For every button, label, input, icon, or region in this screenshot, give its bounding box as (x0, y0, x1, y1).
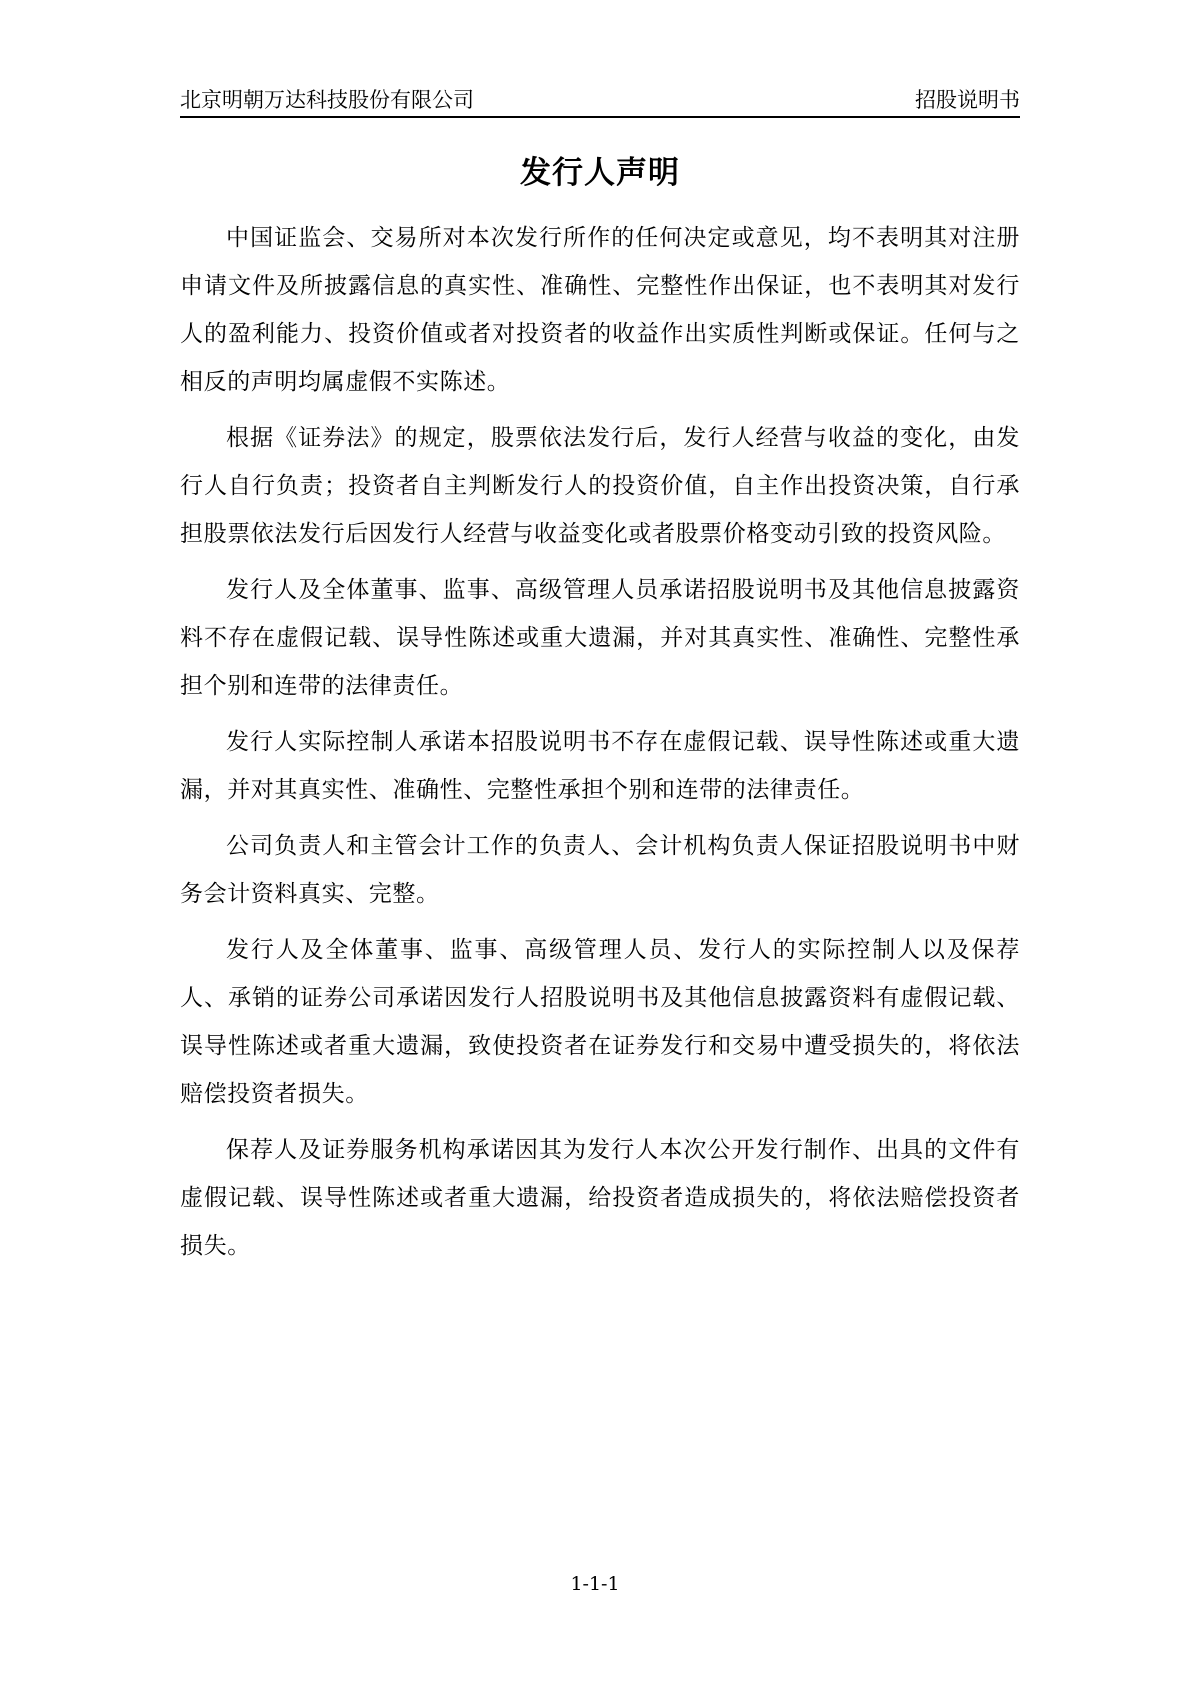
page-title: 发行人声明 (520, 155, 680, 191)
header-document-type: 招股说明书 (915, 88, 1020, 112)
header-company-name: 北京明朝万达科技股份有限公司 (180, 88, 474, 112)
paragraph-compensation-commitment: 发行人及全体董事、监事、高级管理人员、发行人的实际控制人以及保荐人、承销的证券公司承诺因发行人招股说明书及其他信息披露资料有虚假记载、误导性陈述或者重大遗漏，致使投资者在证券发行和交易中遭受损失的，将依法赔偿投资者损失。 (180, 937, 1020, 1107)
statement-body (180, 214, 1020, 1278)
paragraph-regulator-disclaimer: 中国证监会、交易所对本次发行所作的任何决定或意见，均不表明其对注册申请文件及所披露信息的真实性、准确性、完整性作出保证，也不表明其对发行人的盈利能力、投资价值或者对投资者的收益作出实质性判断或保证。任何与之相反的声明均属虚假不实陈述。 (180, 225, 1020, 395)
paragraph-investment-risk: 根据《证券法》的规定，股票依法发行后，发行人经营与收益的变化，由发行人自行负责；投资者自主判断发行人的投资价值，自主作出投资决策，自行承担股票依法发行后因发行人经营与收益变化或者股票价格变动引致的投资风险。 (180, 425, 1020, 547)
paragraph-sponsor-commitment: 保荐人及证券服务机构承诺因其为发行人本次公开发行制作、出具的文件有虚假记载、误导性陈述或者重大遗漏，给投资者造成损失的，将依法赔偿投资者损失。 (180, 1137, 1020, 1259)
page-header (180, 82, 1020, 118)
paragraph-financial-guarantee: 公司负责人和主管会计工作的负责人、会计机构负责人保证招股说明书中财务会计资料真实、完整。 (180, 833, 1020, 907)
paragraph-controller-commitment: 发行人实际控制人承诺本招股说明书不存在虚假记载、误导性陈述或重大遗漏，并对其真实性、准确性、完整性承担个别和连带的法律责任。 (180, 729, 1020, 803)
page-number: 1-1-1 (570, 1573, 620, 1595)
paragraph-director-commitment: 发行人及全体董事、监事、高级管理人员承诺招股说明书及其他信息披露资料不存在虚假记载、误导性陈述或重大遗漏，并对其真实性、准确性、完整性承担个别和连带的法律责任。 (180, 577, 1020, 699)
